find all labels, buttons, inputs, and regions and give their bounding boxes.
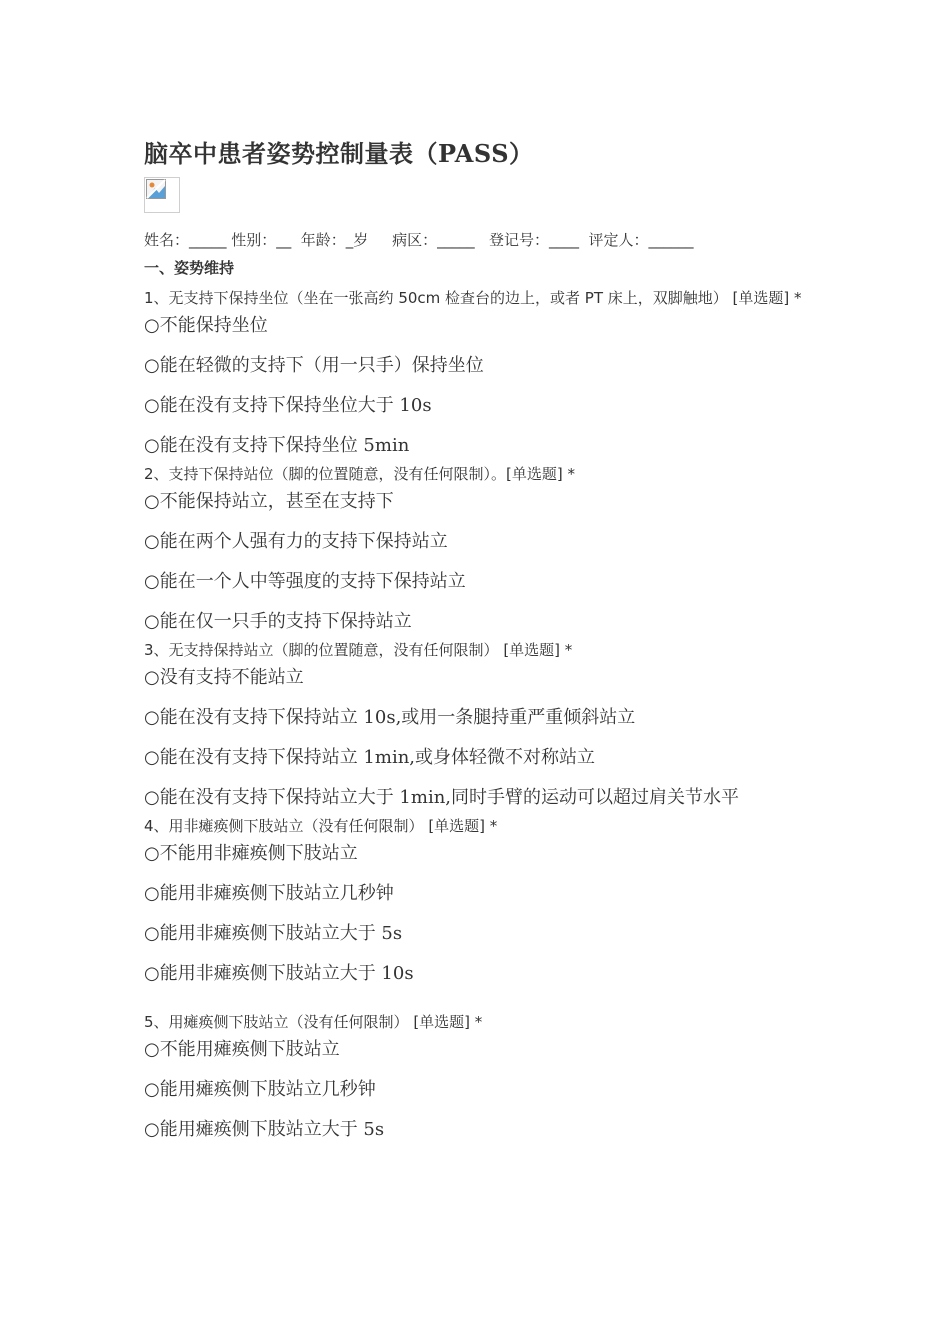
- document-page: [144, 128, 824, 1146]
- radio-option[interactable]: ○能用非瘫痪侧下肢站立几秒钟: [144, 883, 394, 904]
- radio-option[interactable]: ○能在没有支持下保持站立大于 1min,同时手臂的运动可以超过肩关节水平: [144, 787, 740, 808]
- options-5: [144, 1038, 824, 1142]
- radio-option[interactable]: ○能在没有支持下保持站立 1min,或身体轻微不对称站立: [144, 747, 596, 768]
- radio-option[interactable]: ○不能保持站立，甚至在支持下: [144, 491, 394, 512]
- options-3: [144, 666, 824, 810]
- radio-option[interactable]: ○不能用瘫痪侧下肢站立: [144, 1039, 340, 1060]
- options-2: [144, 490, 824, 634]
- radio-option[interactable]: ○能在一个人中等强度的支持下保持站立: [144, 571, 466, 592]
- question-2: 2、支持下保持站位（脚的位置随意，没有任何限制）。[单选题] *: [144, 465, 576, 483]
- options-1: [144, 314, 824, 458]
- broken-image-icon: [144, 177, 180, 213]
- radio-option[interactable]: ○能在没有支持下保持坐位 5min: [144, 435, 410, 456]
- radio-option[interactable]: ○不能用非瘫痪侧下肢站立: [144, 843, 358, 864]
- radio-option[interactable]: ○能在没有支持下保持坐位大于 10s: [144, 395, 432, 416]
- question-5: 5、用瘫痪侧下肢站立（没有任何限制） [单选题] *: [144, 1013, 483, 1031]
- radio-option[interactable]: ○能用非瘫痪侧下肢站立大于 10s: [144, 963, 414, 984]
- radio-option[interactable]: ○能用瘫痪侧下肢站立大于 5s: [144, 1119, 385, 1140]
- radio-option[interactable]: ○能在两个人强有力的支持下保持站立: [144, 531, 448, 552]
- radio-option[interactable]: ○能用瘫痪侧下肢站立几秒钟: [144, 1079, 376, 1100]
- question-3: 3、无支持保持站立（脚的位置随意，没有任何限制） [单选题] *: [144, 641, 573, 659]
- question-4: 4、用非瘫痪侧下肢站立（没有任何限制） [单选题] *: [144, 817, 498, 835]
- question-1: 1、无支持下保持坐位（坐在一张高约 50cm 检查台的边上，或者 PT 床上，双脚触地） [单选题] *: [144, 289, 802, 307]
- page-title: 脑卒中患者姿势控制量表（PASS）: [144, 139, 534, 168]
- radio-option[interactable]: ○能在轻微的支持下（用一只手）保持坐位: [144, 355, 484, 376]
- radio-option[interactable]: ○不能保持坐位: [144, 315, 268, 336]
- radio-option[interactable]: ○没有支持不能站立: [144, 667, 304, 688]
- options-4: [144, 842, 824, 986]
- radio-option[interactable]: ○能在仅一只手的支持下保持站立: [144, 611, 412, 632]
- patient-info-line: 姓名：_____ 性别：__ 年龄：_岁 病区：_____ 登记号：____ 评定人：______: [144, 231, 694, 249]
- radio-option[interactable]: ○能在没有支持下保持站立 10s,或用一条腿持重严重倾斜站立: [144, 707, 636, 728]
- radio-option[interactable]: ○能用非瘫痪侧下肢站立大于 5s: [144, 923, 403, 944]
- section-title: 一、姿势维持: [144, 259, 235, 277]
